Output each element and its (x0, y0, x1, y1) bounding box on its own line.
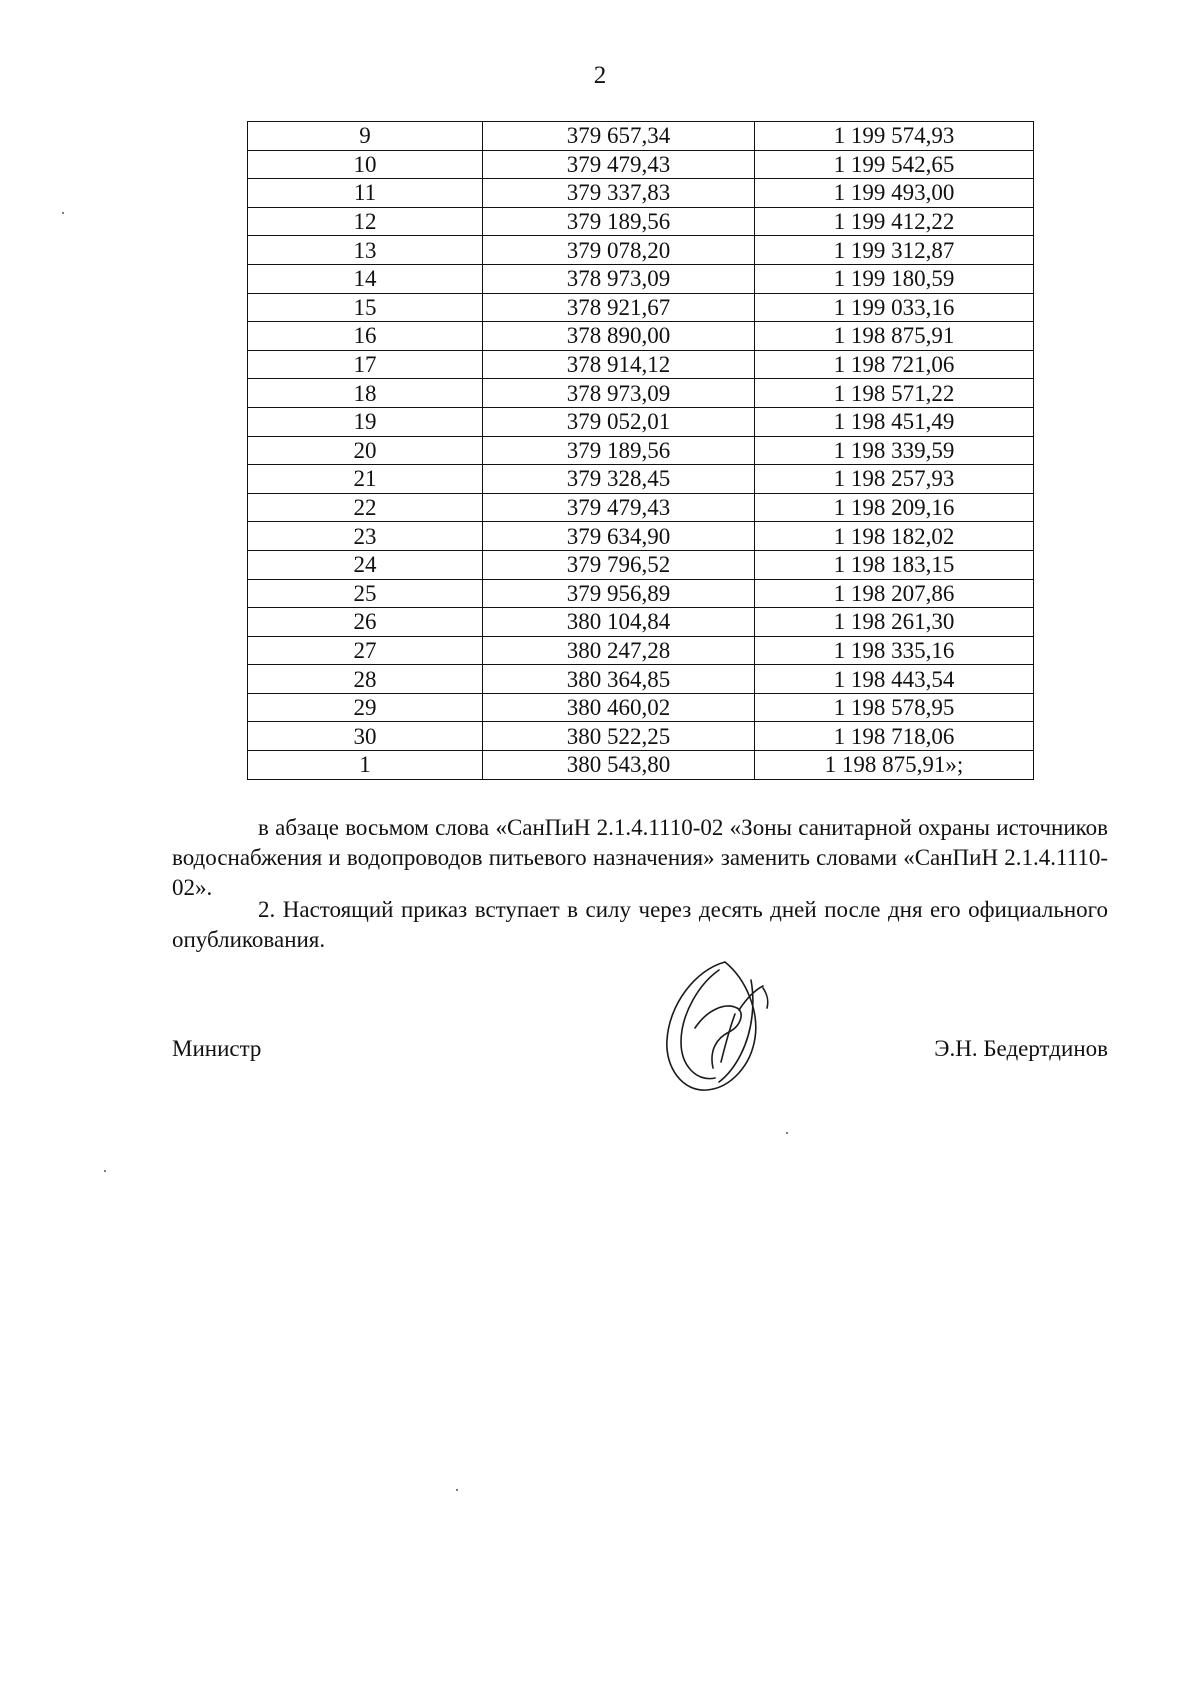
x-coordinate-cell: 380 460,02 (483, 693, 755, 722)
point-number-cell: 27 (248, 636, 483, 665)
table-row (248, 693, 1034, 722)
table-row (248, 579, 1034, 608)
table-row (248, 751, 1034, 780)
x-coordinate-cell: 378 973,09 (483, 379, 755, 408)
table-row (248, 493, 1034, 522)
y-coordinate-cell: 1 198 443,54 (755, 665, 1034, 694)
table-row (248, 236, 1034, 265)
table-row (248, 122, 1034, 151)
y-coordinate-cell: 1 198 721,06 (755, 350, 1034, 379)
handwritten-signature (655, 950, 785, 1100)
point-number-cell: 22 (248, 493, 483, 522)
point-number-cell: 14 (248, 264, 483, 293)
y-coordinate-cell: 1 198 571,22 (755, 379, 1034, 408)
point-number-cell: 26 (248, 608, 483, 637)
table-row (248, 293, 1034, 322)
point-number-cell: 30 (248, 722, 483, 751)
x-coordinate-cell: 379 479,43 (483, 493, 755, 522)
point-number-cell: 28 (248, 665, 483, 694)
table-row (248, 264, 1034, 293)
y-coordinate-cell: 1 198 209,16 (755, 493, 1034, 522)
y-coordinate-cell: 1 198 718,06 (755, 722, 1034, 751)
table-row (248, 436, 1034, 465)
x-coordinate-cell: 379 479,43 (483, 150, 755, 179)
table-row (248, 608, 1034, 637)
table-row (248, 550, 1034, 579)
x-coordinate-cell: 380 364,85 (483, 665, 755, 694)
x-coordinate-cell: 379 078,20 (483, 236, 755, 265)
signer-name: Э.Н. Бедертдинов (934, 1036, 1108, 1061)
y-coordinate-cell: 1 198 182,02 (755, 522, 1034, 551)
y-coordinate-cell: 1 199 180,59 (755, 264, 1034, 293)
effective-date-paragraph: 2. Настоящий приказ вступает в силу через десять дней после дня его официального опубликования. (172, 897, 1108, 952)
point-number-cell: 24 (248, 550, 483, 579)
table-row (248, 722, 1034, 751)
point-number-cell: 19 (248, 407, 483, 436)
y-coordinate-cell: 1 198 875,91 (755, 322, 1034, 351)
x-coordinate-cell: 378 890,00 (483, 322, 755, 351)
table-row (248, 665, 1034, 694)
amendment-paragraph: в абзаце восьмом слова «СанПиН 2.1.4.1110-02 «Зоны санитарной охраны источников водоснабжения и водопроводов питьевого назначения» заменить словами «СанПиН 2.1.4.1110-02». (172, 815, 1108, 900)
point-number-cell: 13 (248, 236, 483, 265)
y-coordinate-cell: 1 199 574,93 (755, 122, 1034, 151)
y-coordinate-cell: 1 198 339,59 (755, 436, 1034, 465)
scan-speck (62, 212, 64, 214)
scan-speck (786, 1132, 788, 1134)
table-row (248, 150, 1034, 179)
y-coordinate-cell: 1 199 312,87 (755, 236, 1034, 265)
coordinates-table (247, 121, 1034, 780)
point-number-cell: 25 (248, 579, 483, 608)
table-row (248, 407, 1034, 436)
point-number-cell: 12 (248, 207, 483, 236)
point-number-cell: 18 (248, 379, 483, 408)
x-coordinate-cell: 379 328,45 (483, 465, 755, 494)
y-coordinate-cell: 1 198 257,93 (755, 465, 1034, 494)
table-row (248, 350, 1034, 379)
y-coordinate-cell: 1 199 493,00 (755, 179, 1034, 208)
scan-speck (456, 1489, 458, 1491)
coordinates-table-body (248, 122, 1034, 780)
y-coordinate-cell: 1 198 451,49 (755, 407, 1034, 436)
x-coordinate-cell: 379 956,89 (483, 579, 755, 608)
table-row (248, 322, 1034, 351)
table-row (248, 179, 1034, 208)
point-number-cell: 9 (248, 122, 483, 151)
point-number-cell: 21 (248, 465, 483, 494)
point-number-cell: 20 (248, 436, 483, 465)
point-number-cell: 10 (248, 150, 483, 179)
point-number-cell: 29 (248, 693, 483, 722)
signature-block (172, 1028, 1108, 1068)
y-coordinate-cell: 1 198 261,30 (755, 608, 1034, 637)
x-coordinate-cell: 379 796,52 (483, 550, 755, 579)
y-coordinate-cell: 1 199 033,16 (755, 293, 1034, 322)
table-row (248, 207, 1034, 236)
point-number-cell: 17 (248, 350, 483, 379)
x-coordinate-cell: 380 543,80 (483, 751, 755, 780)
x-coordinate-cell: 378 921,67 (483, 293, 755, 322)
y-coordinate-cell: 1 198 207,86 (755, 579, 1034, 608)
y-coordinate-cell: 1 198 335,16 (755, 636, 1034, 665)
x-coordinate-cell: 380 522,25 (483, 722, 755, 751)
x-coordinate-cell: 379 189,56 (483, 207, 755, 236)
page-number: 2 (593, 62, 607, 89)
x-coordinate-cell: 378 973,09 (483, 264, 755, 293)
x-coordinate-cell: 379 052,01 (483, 407, 755, 436)
y-coordinate-cell: 1 198 875,91»; (755, 751, 1034, 780)
y-coordinate-cell: 1 199 412,22 (755, 207, 1034, 236)
x-coordinate-cell: 379 337,83 (483, 179, 755, 208)
table-row (248, 465, 1034, 494)
point-number-cell: 15 (248, 293, 483, 322)
y-coordinate-cell: 1 198 578,95 (755, 693, 1034, 722)
y-coordinate-cell: 1 198 183,15 (755, 550, 1034, 579)
x-coordinate-cell: 379 657,34 (483, 122, 755, 151)
point-number-cell: 1 (248, 751, 483, 780)
x-coordinate-cell: 379 634,90 (483, 522, 755, 551)
table-row (248, 522, 1034, 551)
x-coordinate-cell: 378 914,12 (483, 350, 755, 379)
scan-speck (104, 1170, 106, 1172)
point-number-cell: 11 (248, 179, 483, 208)
signer-role: Министр (172, 1036, 262, 1061)
x-coordinate-cell: 380 247,28 (483, 636, 755, 665)
table-row (248, 379, 1034, 408)
table-row (248, 636, 1034, 665)
x-coordinate-cell: 379 189,56 (483, 436, 755, 465)
y-coordinate-cell: 1 199 542,65 (755, 150, 1034, 179)
point-number-cell: 16 (248, 322, 483, 351)
x-coordinate-cell: 380 104,84 (483, 608, 755, 637)
point-number-cell: 23 (248, 522, 483, 551)
